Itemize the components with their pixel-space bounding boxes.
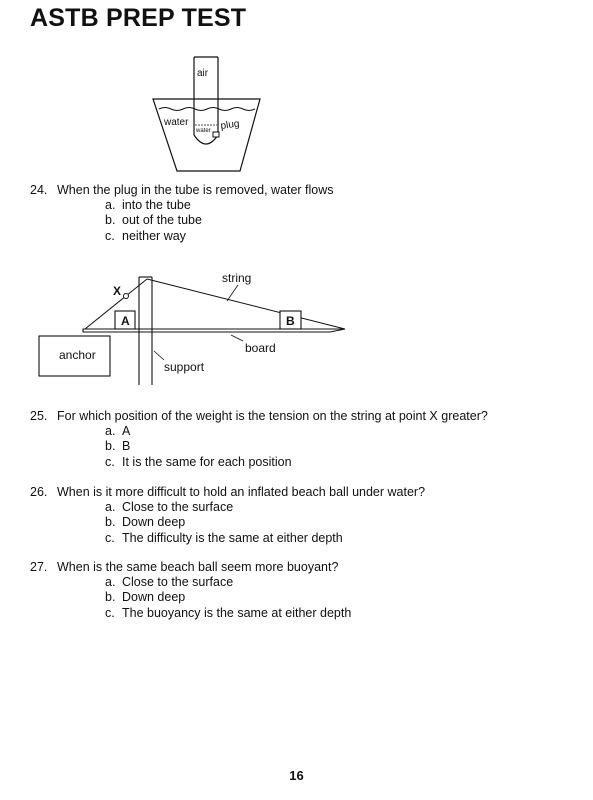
string-callout-line <box>227 285 238 301</box>
answer-option-b[interactable]: b. out of the tube <box>105 213 202 228</box>
answer-option-c[interactable]: c. The buoyancy is the same at either depth <box>105 605 352 620</box>
answer-options <box>105 575 351 621</box>
tube-in-water-figure <box>140 55 280 180</box>
plug-shape <box>213 132 219 137</box>
question-number: 27. <box>30 560 48 574</box>
label-board: board <box>245 341 276 355</box>
question-text: When the plug in the tube is removed, water flows <box>57 183 334 197</box>
page-number: 16 <box>289 768 304 783</box>
answer-option-c[interactable]: c. The difficulty is the same at either depth <box>105 530 343 545</box>
question-number: 25. <box>30 409 48 423</box>
page-title: ASTB PREP TEST <box>30 4 247 32</box>
answer-options <box>105 500 425 546</box>
answer-options <box>105 424 488 470</box>
point-x-marker <box>124 294 129 299</box>
question-number: 26. <box>30 485 48 499</box>
question-text: When is the same beach ball seem more buoyant? <box>57 560 339 574</box>
answer-option-a[interactable]: a. into the tube <box>105 198 191 212</box>
answer-option-b[interactable]: b. B <box>105 439 131 454</box>
label-support: support <box>164 360 205 374</box>
water-surface-line <box>159 108 255 111</box>
label-b: B <box>286 314 295 328</box>
answer-option-a[interactable]: a. Close to the surface <box>105 575 234 589</box>
question-25 <box>30 409 488 470</box>
answer-option-c[interactable]: c. It is the same for each position <box>105 454 292 469</box>
label-water-small: water <box>196 128 211 134</box>
question-27 <box>30 560 351 621</box>
question-text: When is it more difficult to hold an inflated beach ball under water? <box>57 485 426 499</box>
string-main-segment <box>147 279 345 329</box>
lever-string-figure <box>35 265 355 390</box>
label-anchor: anchor <box>59 348 96 362</box>
answer-options <box>105 198 334 244</box>
answer-option-a[interactable]: a. A <box>105 424 131 438</box>
label-x: X <box>113 284 122 298</box>
answer-option-b[interactable]: b. Down deep <box>105 590 186 605</box>
answer-option-c[interactable]: c. neither way <box>105 228 186 243</box>
label-a: A <box>121 314 130 328</box>
answer-option-b[interactable]: b. Down deep <box>105 515 186 530</box>
support-callout-line <box>154 351 164 360</box>
label-plug: plug <box>219 118 241 132</box>
board-callout-line <box>231 335 243 341</box>
question-number: 24. <box>30 183 48 197</box>
label-water: water <box>164 117 189 128</box>
label-air: air <box>197 68 209 79</box>
label-string: string <box>222 271 252 285</box>
question-24 <box>30 183 334 244</box>
answer-option-a[interactable]: a. Close to the surface <box>105 500 234 514</box>
question-text: For which position of the weight is the tension on the string at point X greater? <box>57 409 488 423</box>
question-26 <box>30 485 425 546</box>
